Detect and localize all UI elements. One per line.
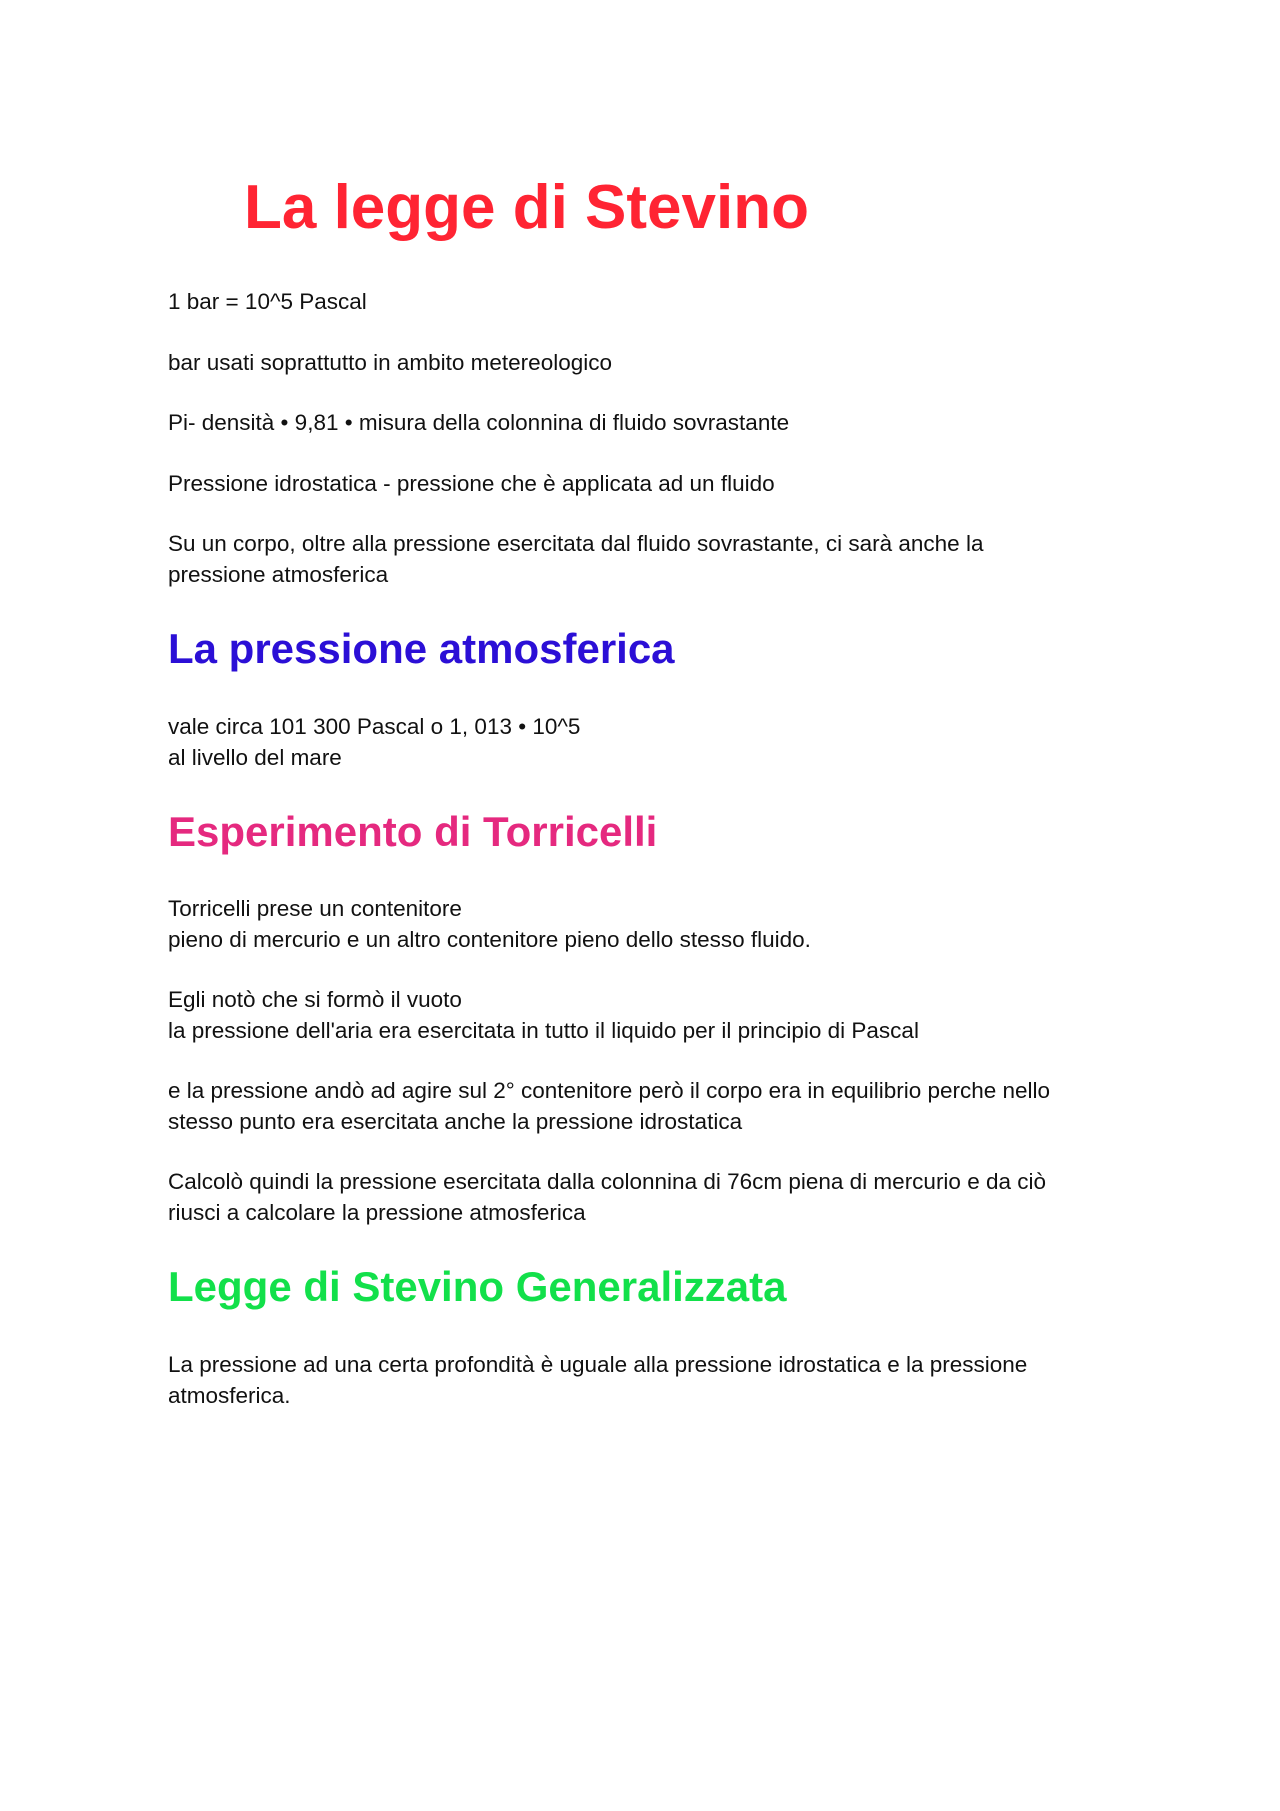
torricelli-paragraph-equilibrium	[168, 1075, 1128, 1137]
text-line: Egli notò che si formò il vuoto	[168, 987, 462, 1012]
heading-torricelli-experiment: Esperimento di Torricelli	[168, 808, 658, 855]
text-line: Calcolò quindi la pressione esercitata dalla colonnina di 76cm piena di mercurio e da ciò	[168, 1169, 1047, 1194]
intro-paragraph-body	[168, 528, 1128, 590]
torricelli-paragraph-calculation	[168, 1166, 1128, 1228]
text-line: Pi- densità • 9,81 • misura della colonnina di fluido sovrastante	[168, 410, 790, 435]
text-line: riusci a calcolare la pressione atmosferica	[168, 1200, 586, 1225]
text-line: al livello del mare	[168, 745, 342, 770]
text-line: Su un corpo, oltre alla pressione esercitata dal fluido sovrastante, ci sarà anche la	[168, 531, 984, 556]
torricelli-paragraph-vacuum	[168, 984, 1128, 1046]
text-line: bar usati soprattutto in ambito metereologico	[168, 350, 612, 375]
heading-generalized-law: Legge di Stevino Generalizzata	[168, 1263, 787, 1310]
intro-paragraph-hydrostatic	[168, 468, 1128, 499]
text-line: la pressione dell'aria era esercitata in tutto il liquido per il principio di Pascal	[168, 1018, 919, 1043]
intro-paragraph-formula	[168, 407, 1128, 438]
text-line: pressione atmosferica	[168, 562, 389, 587]
text-line: Pressione idrostatica - pressione che è applicata ad un fluido	[168, 471, 775, 496]
intro-paragraph-bar-unit	[168, 286, 1128, 317]
generalized-paragraph	[168, 1349, 1128, 1411]
text-line: 1 bar = 10^5 Pascal	[168, 289, 367, 314]
text-line: vale circa 101 300 Pascal o 1, 013 • 10^5	[168, 714, 581, 739]
text-line: stesso punto era esercitata anche la pressione idrostatica	[168, 1109, 743, 1134]
atmospheric-paragraph	[168, 711, 1128, 773]
text-line: e la pressione andò ad agire sul 2° contenitore però il corpo era in equilibrio perche nello	[168, 1078, 1051, 1103]
text-line: Torricelli prese un contenitore	[168, 896, 462, 921]
torricelli-paragraph-container	[168, 893, 1128, 955]
page-title: La legge di Stevino	[244, 173, 809, 242]
text-line: atmosferica.	[168, 1383, 291, 1408]
intro-paragraph-bar-usage	[168, 347, 1128, 378]
heading-atmospheric-pressure: La pressione atmosferica	[168, 625, 675, 672]
text-line: pieno di mercurio e un altro contenitore pieno dello stesso fluido.	[168, 927, 811, 952]
text-line: La pressione ad una certa profondità è uguale alla pressione idrostatica e la pressione	[168, 1352, 1028, 1377]
